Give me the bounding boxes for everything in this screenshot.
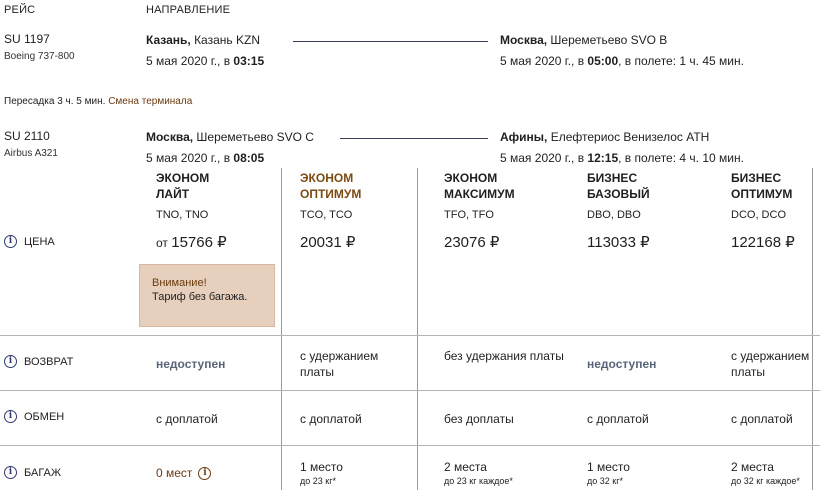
fare-price[interactable]: от 15766 ₽: [156, 234, 227, 251]
exchange-value: без доплаты: [444, 412, 514, 426]
fare-column-header[interactable]: БИЗНЕС ОПТИМУМ: [731, 171, 793, 201]
refund-value: недоступен: [587, 357, 657, 371]
column-divider: [812, 168, 813, 490]
baggage-value: 2 места до 23 кг каждое*: [444, 460, 513, 486]
no-baggage-warning: Внимание! Тариф без багажа.: [139, 264, 275, 327]
fare-column-header[interactable]: ЭКОНОМ ОПТИМУМ: [300, 171, 362, 201]
baggage-value: 1 место до 32 кг*: [587, 460, 630, 486]
refund-row-label[interactable]: i ВОЗВРАТ: [4, 355, 73, 368]
flight-number: SU 1197: [4, 32, 50, 46]
baggage-value: 1 место до 23 кг*: [300, 460, 343, 486]
aircraft-type: Airbus A321: [4, 148, 58, 159]
fare-code: TFO, TFO: [444, 209, 494, 221]
exchange-value: с доплатой: [731, 412, 793, 426]
fare-price[interactable]: 20031 ₽: [300, 234, 356, 251]
info-circle-icon[interactable]: i: [4, 466, 17, 479]
exchange-row-label[interactable]: i ОБМЕН: [4, 410, 64, 423]
fare-code: DBO, DBO: [587, 209, 641, 221]
departure-datetime: 5 мая 2020 г., в 03:15: [146, 54, 265, 68]
fare-column-header[interactable]: ЭКОНОМ ЛАЙТ: [156, 171, 210, 201]
terminal-change-warning: Смена терминала: [108, 96, 193, 107]
fare-code: TCO, TCO: [300, 209, 353, 221]
flight-number: SU 2110: [4, 129, 50, 143]
info-circle-icon[interactable]: i: [198, 467, 211, 480]
row-divider: [0, 335, 820, 336]
departure-city: Казань, Казань KZN: [146, 33, 260, 47]
arrival-datetime: 5 мая 2020 г., в 05:00, в полете: 1 ч. 45 мин.: [500, 54, 744, 68]
refund-value: без удержания платы: [444, 349, 564, 363]
exchange-value: с доплатой: [587, 412, 649, 426]
column-divider: [417, 168, 418, 490]
baggage-value: 0 мест i: [156, 465, 211, 481]
baggage-row-label[interactable]: i БАГАЖ: [4, 466, 61, 479]
arrival-datetime: 5 мая 2020 г., в 12:15, в полете: 4 ч. 10 мин.: [500, 151, 744, 165]
departure-datetime: 5 мая 2020 г., в 08:05: [146, 151, 265, 165]
fare-code: DCO, DCO: [731, 209, 786, 221]
arrival-city: Афины, Елефтериос Венизелос ATH: [500, 130, 710, 144]
column-divider: [281, 168, 282, 490]
baggage-value: 2 места до 32 кг каждое*: [731, 460, 800, 486]
fare-code: TNO, TNO: [156, 209, 209, 221]
exchange-value: с доплатой: [300, 412, 362, 426]
departure-city: Москва, Шереметьево SVO C: [146, 130, 314, 144]
price-row-label[interactable]: i ЦЕНА: [4, 235, 55, 248]
refund-value: с удержанием платы: [300, 349, 379, 379]
fare-price[interactable]: 122168 ₽: [731, 234, 795, 251]
info-circle-icon[interactable]: i: [4, 410, 17, 423]
route-line: [293, 41, 488, 42]
arrival-city: Москва, Шереметьево SVO B: [500, 33, 668, 47]
row-divider: [0, 390, 820, 391]
direction-column-header: НАПРАВЛЕНИЕ: [146, 4, 231, 16]
fare-price[interactable]: 113033 ₽: [587, 234, 650, 251]
fare-price[interactable]: 23076 ₽: [444, 234, 500, 251]
info-circle-icon[interactable]: i: [4, 235, 17, 248]
refund-value: недоступен: [156, 357, 226, 371]
route-line: [340, 138, 488, 139]
fare-column-header[interactable]: БИЗНЕС БАЗОВЫЙ: [587, 171, 650, 201]
transfer-info: Пересадка 3 ч. 5 мин. Смена терминала: [4, 96, 193, 107]
flight-column-header: РЕЙС: [4, 4, 36, 16]
exchange-value: с доплатой: [156, 412, 218, 426]
row-divider: [0, 445, 820, 446]
refund-value: с удержанием платы: [731, 349, 810, 379]
aircraft-type: Boeing 737-800: [4, 51, 75, 62]
info-circle-icon[interactable]: i: [4, 355, 17, 368]
fare-column-header[interactable]: ЭКОНОМ МАКСИМУМ: [444, 171, 515, 201]
